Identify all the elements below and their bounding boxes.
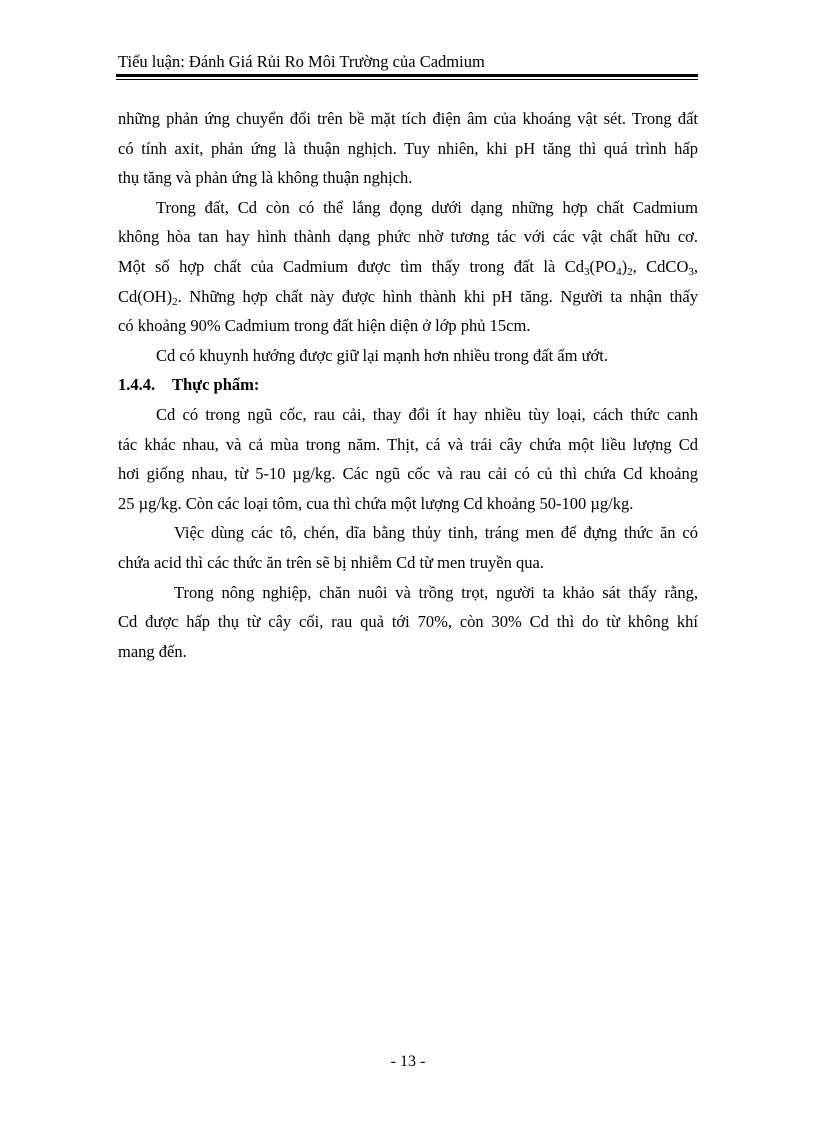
text-line: Cd được hấp thụ từ cây cối, rau quả tới 70%, còn 30% Cd thì do từ không khí: [118, 612, 698, 632]
text-fragment: (PO: [589, 256, 617, 276]
text-fragment: . Những hợp chất này được hình thành khi pH tăng. Người ta nhận thấy: [177, 286, 698, 306]
text-fragment: ,: [693, 256, 698, 276]
subscript: 3: [584, 265, 590, 278]
text-line: 25 µg/kg. Còn các loại tôm, cua thì chứa một lượng Cd khoảng 50-100 µg/kg.: [118, 493, 634, 513]
text-line: có tính axit, phản ứng là thuận nghịch. Tuy nhiên, khi pH tăng thì quá trình hấp: [118, 138, 698, 158]
text-line-formula: [118, 252, 698, 282]
subscript: 2: [172, 295, 178, 308]
text-line: không hòa tan hay hình thành dạng phức nhờ tương tác với các vật chất hữu cơ.: [118, 227, 698, 247]
section-heading: [118, 370, 698, 400]
page-header-title: Tiểu luận: Đánh Giá Rủi Ro Môi Trường của Cadmium: [118, 52, 485, 71]
text-line: Cd có khuynh hướng được giữ lại mạnh hơn nhiều trong đất ẩm ướt.: [156, 345, 608, 365]
paragraph-glazed-dishes: [118, 518, 698, 577]
subscript: 3: [688, 265, 694, 278]
text-line: tác khác nhau, và cả mùa trong năm. Thịt, cá và trái cây chứa một liều lượng Cd: [118, 434, 698, 454]
text-fragment: Cd(OH): [118, 286, 173, 306]
section-number: 1.4.4.: [118, 375, 156, 395]
text-fragment: , CdCO: [632, 256, 689, 276]
page-number: - 13 -: [390, 1053, 426, 1070]
text-line: thụ tăng và phản ứng là không thuận nghịch.: [118, 168, 413, 188]
paragraph-moist-soil: [118, 341, 698, 371]
text-line: Việc dùng các tô, chén, dĩa bằng thủy tinh, tráng men để đựng thức ăn có: [174, 523, 698, 543]
text-line: có khoảng 90% Cadmium trong đất hiện diện ở lớp phủ 15cm.: [118, 316, 531, 336]
paragraph-soil-reactions: [118, 104, 698, 193]
header-divider-thin: [116, 79, 698, 80]
text-fragment: ): [621, 256, 628, 276]
text-line: Trong đất, Cd còn có thể lắng đọng dưới dạng những hợp chất Cadmium: [156, 197, 698, 217]
text-line: những phản ứng chuyển đổi trên bề mặt tích điện âm của khoáng vật sét. Trong đất: [118, 109, 698, 128]
text-line: Cd có trong ngũ cốc, rau cải, thay đổi ít hay nhiều tùy loại, cách thức canh: [156, 404, 698, 424]
subscript: 4: [616, 265, 622, 278]
text-line: mang đến.: [118, 641, 187, 661]
text-line-formula: [118, 282, 698, 312]
document-body: [118, 104, 698, 666]
text-line: hơi giống nhau, từ 5-10 µg/kg. Các ngũ cốc và rau cải có củ thì chứa Cd khoảng: [118, 464, 698, 484]
subscript: 2: [627, 265, 633, 278]
text-fragment: Một số hợp chất của Cadmium được tìm thấy trong đất là Cd: [118, 256, 585, 276]
text-line: Trong nông nghiệp, chăn nuôi và trồng trọt, người ta khảo sát thấy rằng,: [174, 582, 698, 602]
section-title: Thực phẩm:: [172, 375, 260, 395]
paragraph-agriculture: [118, 578, 698, 667]
text-line: chứa acid thì các thức ăn trên sẽ bị nhiễm Cd từ men truyền qua.: [118, 552, 544, 572]
paragraph-food-cd-levels: [118, 400, 698, 518]
header-divider: [116, 74, 698, 77]
paragraph-cadmium-compounds: [118, 193, 698, 341]
